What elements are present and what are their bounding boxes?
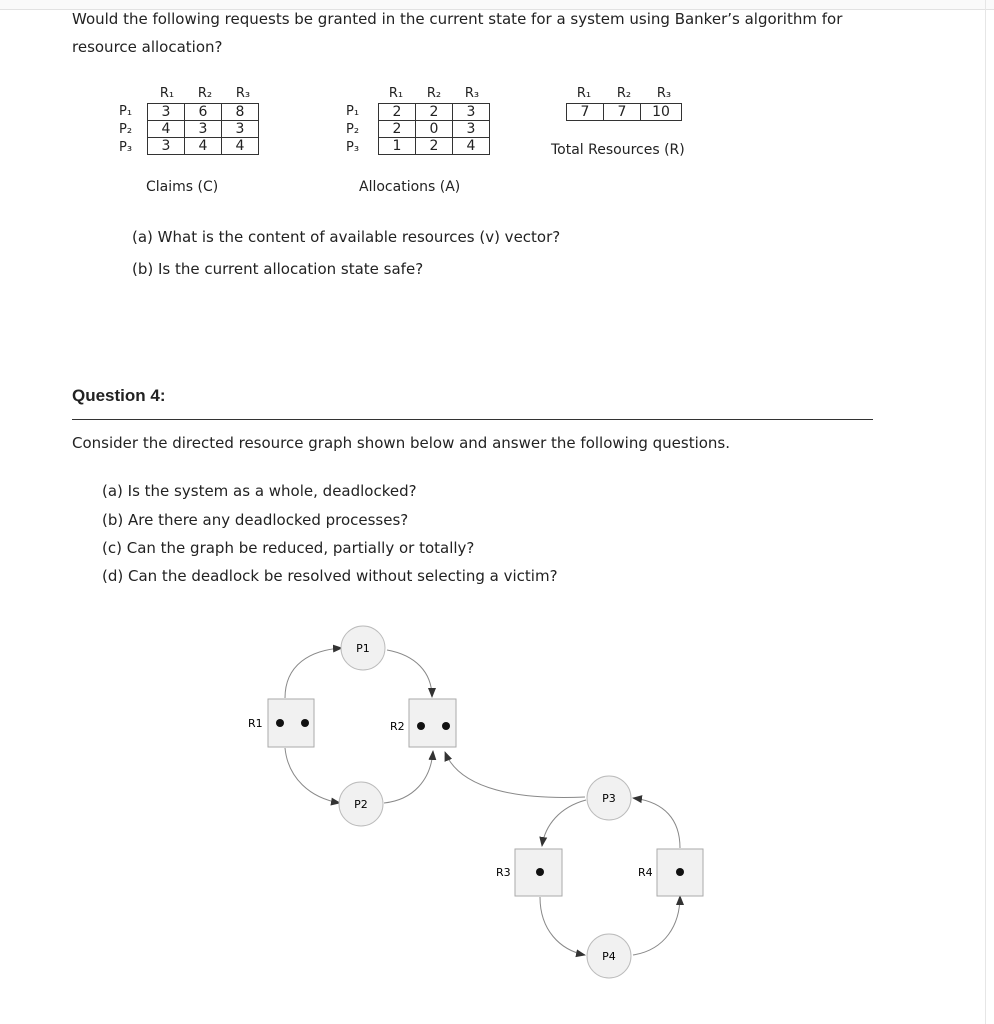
edge-r4-to-p3 [633,798,680,848]
alloc-cell: 1 [379,138,416,155]
alloc-cell: 2 [379,104,416,121]
alloc-col-r2: R₂ [426,86,442,101]
resource-label-r4: R4 [638,866,653,879]
q3-part-b: (b) Is the current allocation state safe? [132,260,424,278]
process-label-p2: P2 [354,798,368,811]
resource-r4 [638,849,703,896]
claims-row-p2: P₂ [119,122,133,137]
resource-label-r1: R1 [248,717,263,730]
question-4-intro: Consider the directed resource graph shown below and answer the following questions. [72,434,731,452]
total-cell: 10 [641,104,682,121]
resource-label-r2: R2 [390,720,405,733]
process-p3 [587,776,631,820]
process-label-p3: P3 [602,792,616,805]
claims-cell: 3 [222,121,259,138]
total-cell: 7 [604,104,641,121]
alloc-cell: 0 [416,121,453,138]
claims-cell: 4 [222,138,259,155]
alloc-cell: 3 [453,121,490,138]
edge-r3-to-p4 [540,897,585,955]
resource-label-r3: R3 [496,866,511,879]
allocations-caption: Allocations (A) [359,179,461,195]
claims-caption: Claims (C) [146,179,219,195]
edge-p1-to-r2 [387,650,432,697]
claims-cell: 3 [148,138,185,155]
claims-cell: 8 [222,104,259,121]
alloc-row-p1: P₁ [346,104,360,119]
alloc-cell: 3 [453,104,490,121]
claims-row-p1: P₁ [119,104,133,119]
total-cell: 7 [567,104,604,121]
intro-line-2: resource allocation? [72,38,223,56]
process-p1 [341,626,385,670]
q4-part-c: (c) Can the graph be reduced, partially or totally? [102,539,475,557]
question-4-title: Question 4: [72,386,166,405]
claims-cell: 4 [148,121,185,138]
edge-p2-to-r2 [384,751,433,803]
resource-r1 [248,699,314,747]
alloc-row-p2: P₂ [346,122,360,137]
process-p4 [587,934,631,978]
claims-cell: 4 [185,138,222,155]
total-col-r2: R₂ [616,86,632,101]
edge-r1-to-p1 [285,648,342,698]
alloc-cell: 2 [416,138,453,155]
intro-line-1: Would the following requests be granted in the current state for a system using Banker’s algorithm for [72,10,843,28]
claims-col-r3: R₃ [235,86,251,101]
edge-r1-to-p2 [285,748,340,803]
edge-p3-to-r3 [542,800,586,846]
total-col-r1: R₁ [576,86,592,101]
q4-part-b: (b) Are there any deadlocked processes? [102,511,409,529]
edge-p4-to-r4 [633,896,680,955]
alloc-row-p3: P₃ [346,140,360,155]
claims-col-r1: R₁ [159,86,175,101]
total-col-r3: R₃ [656,86,672,101]
process-label-p1: P1 [356,642,370,655]
q4-part-a: (a) Is the system as a whole, deadlocked? [102,482,417,500]
total-caption: Total Resources (R) [551,142,685,158]
resource-r2 [390,699,456,747]
process-label-p4: P4 [602,950,616,963]
q4-part-d: (d) Can the deadlock be resolved without selecting a victim? [102,567,558,585]
alloc-col-r1: R₁ [388,86,404,101]
resource-r3 [496,849,562,896]
edge-p3-to-r2 [445,752,585,797]
alloc-col-r3: R₃ [464,86,480,101]
claims-cell: 3 [185,121,222,138]
alloc-cell: 2 [379,121,416,138]
process-p2 [339,782,383,826]
claims-cell: 6 [185,104,222,121]
alloc-cell: 2 [416,104,453,121]
alloc-cell: 4 [453,138,490,155]
claims-col-r2: R₂ [197,86,213,101]
q3-part-a: (a) What is the content of available resources (v) vector? [132,228,561,246]
claims-cell: 3 [148,104,185,121]
claims-row-p3: P₃ [119,140,133,155]
